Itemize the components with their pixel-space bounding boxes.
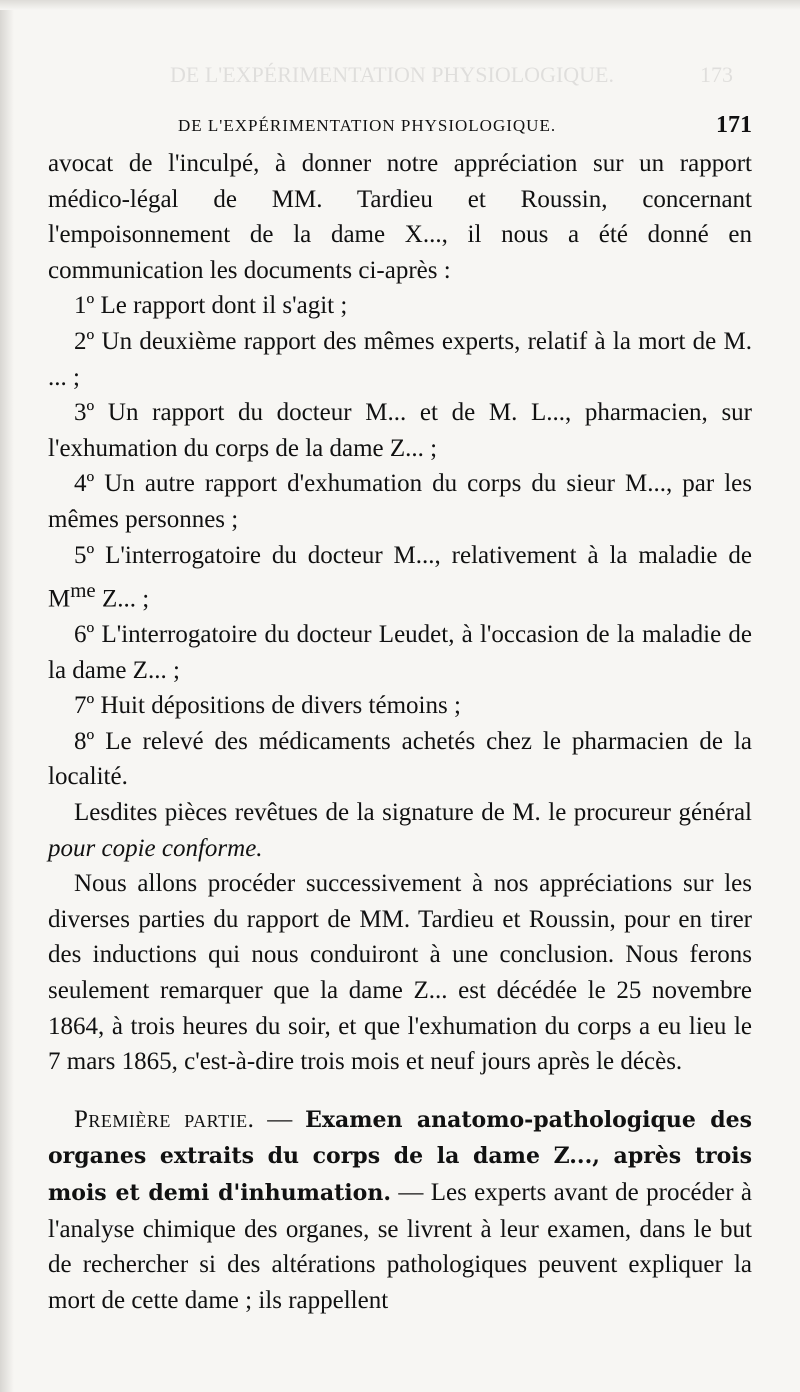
list-item-1: 1º Le rapport dont il s'agit ;: [74, 292, 348, 320]
section-label: Première partie.: [74, 1105, 255, 1133]
bleed-through-running-head: DE L'EXPÉRIMENTATION PHYSIOLOGIQUE.: [170, 62, 614, 87]
list-item-2: 2º Un deuxième rapport des mêmes experts, relatif à la mort de M. ... ;: [48, 327, 752, 391]
paragraph-lesdites: [48, 795, 752, 866]
list-item-7: 7º Huit dépositions de divers témoins ;: [74, 692, 461, 720]
list-item-4: 4º Un autre rapport d'exhumation du corps du sieur M..., par les mêmes personnes ;: [48, 470, 752, 533]
paragraph-nous-allons: Nous allons procéder successivement à nos appréciations sur les diverses parties du rapport de MM. Tardieu et Roussin, pour en tirer des inductions qui nous conduiront à une conclusion. Nous ferons seulement remarquer que la dame Z... est décédée le 25 novembre 1864, à trois heures du soir, et que l'exhumation du corps a eu lieu le 7 mars 1865, c'est-à-dire trois mois et neuf jours après le décès.: [48, 870, 752, 1076]
scan-shadow-top: [0, 0, 800, 10]
page-number: 171: [716, 112, 752, 138]
section-body: — Les experts avant de procéder à l'analyse chimique des organes, se livrent à leur examen, dans le but de rechercher si des altérations pathologiques peuvent expliquer la mort de cette dame ; ils rappellent: [48, 1178, 752, 1314]
list-item-5: [48, 538, 752, 618]
list-item-8: 8º Le relevé des médicaments achetés chez le pharmacien de la localité.: [48, 727, 752, 791]
bleed-through-page-number: 173: [700, 62, 733, 87]
body-text: [48, 146, 752, 1318]
list-item-3: 3º Un rapport du docteur M... et de M. L..., pharmacien, sur l'exhumation du corps de la dame Z... ;: [48, 399, 752, 462]
paragraph-lesdites-text: Lesdites pièces revêtues de la signature de M. le procureur général: [74, 799, 752, 827]
paragraph-continued: avocat de l'inculpé, à donner notre appréciation sur un rapport médico-légal de MM. Tardieu et Roussin, concernant l'empoisonnement de la dame X..., il nous a été donné en communication les documents ci-après :: [48, 150, 752, 284]
running-head: DE L'EXPÉRIMENTATION PHYSIOLOGIQUE.: [178, 116, 557, 135]
section-dash: —: [254, 1105, 306, 1133]
page-header: [48, 112, 752, 142]
paragraph-premiere-partie: [48, 1102, 752, 1319]
list-item-5-superscript: me: [70, 578, 96, 603]
scan-shadow-left: [0, 0, 14, 1392]
list-item-5-text-a: 5º L'interrogatoire du docteur M..., relativement à la maladie de M: [48, 541, 752, 613]
paragraph-lesdites-italic: pour copie conforme.: [48, 834, 263, 862]
section-title: Examen anatomo-pathologique des organes extraits du corps de la dame Z..., après trois mois et demi d'inhumation.: [48, 1106, 752, 1206]
list-item-6: 6º L'interrogatoire du docteur Leudet, à l'occasion de la maladie de la dame Z... ;: [48, 621, 752, 684]
list-item-5-text-b: Z... ;: [95, 585, 150, 613]
